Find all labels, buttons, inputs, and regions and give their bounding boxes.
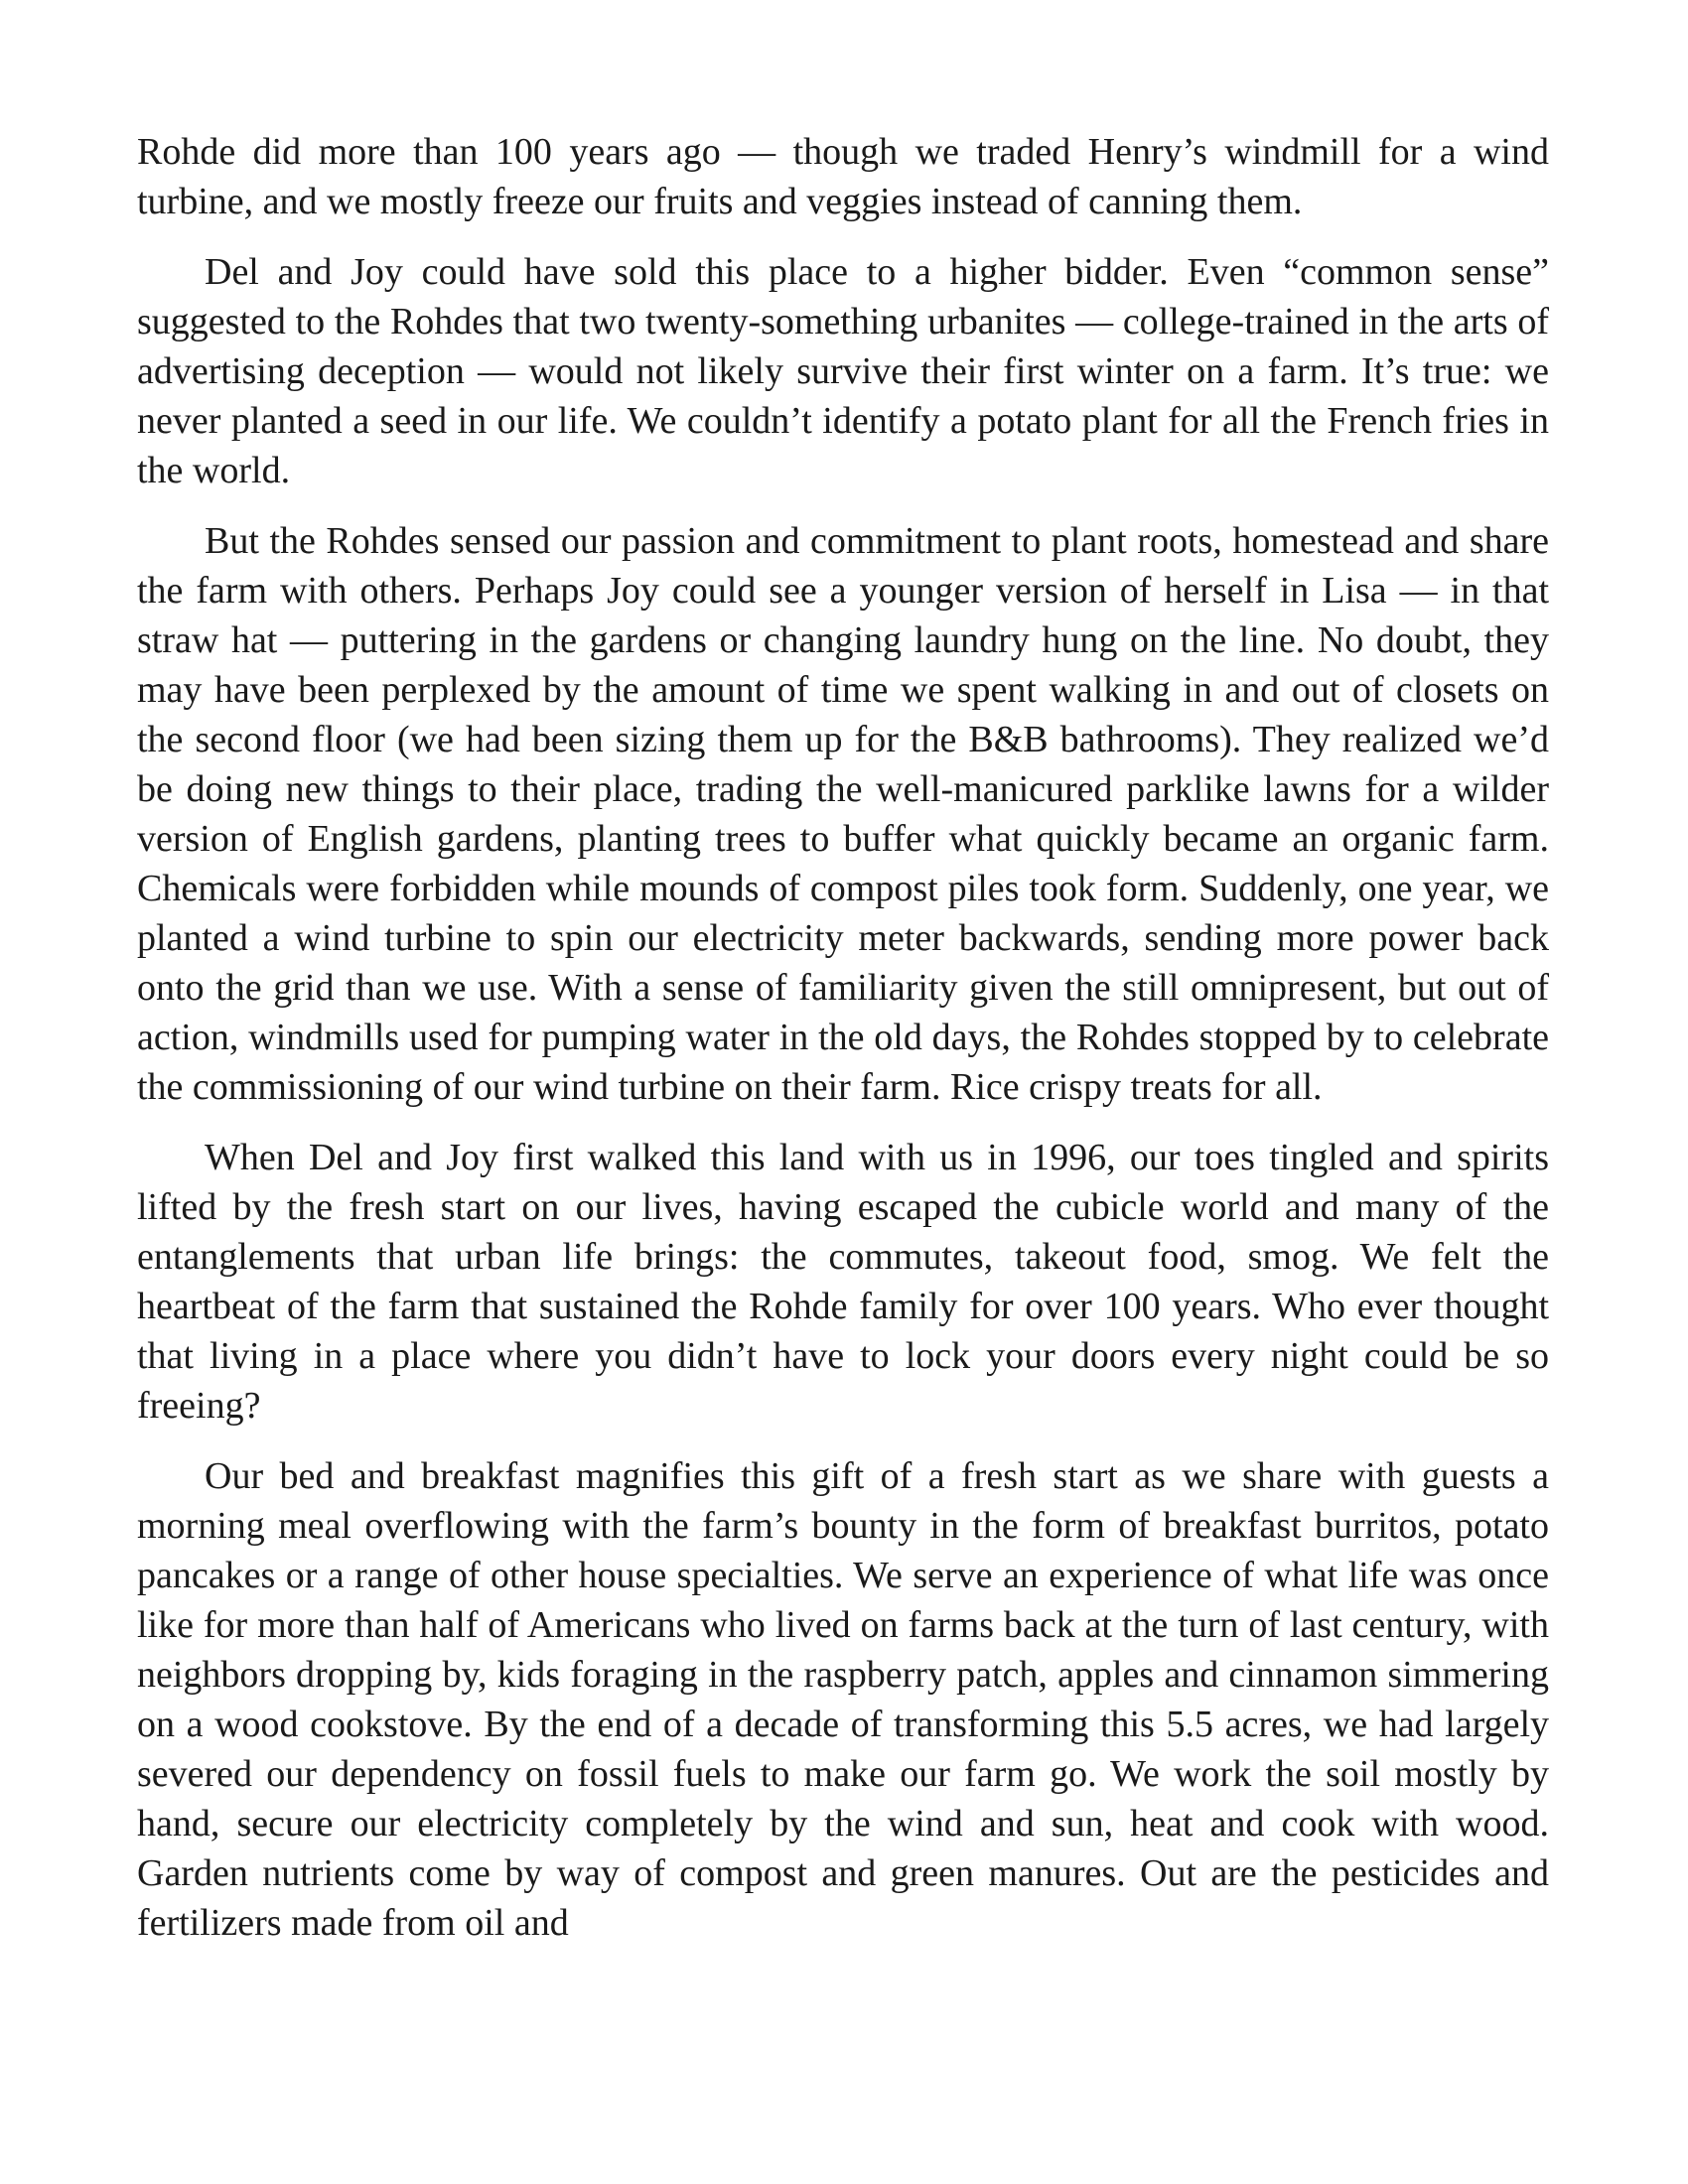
paragraph-3: But the Rohdes sensed our passion and commitment to plant roots, homestead and share the farm with others. Perhaps Joy could see a younger version of herself in Lisa — in that straw hat — puttering in the gardens or changing laundry hung on the line. No doubt, they may have been perplexed by the amount of time we spent walking in and out of closets on the second floor (we had been sizing them up for the B&B bathrooms). They realized we’d be doing new things to their place, trading the well-manicured parklike lawns for a wilder version of English gardens, planting trees to buffer what quickly became an organic farm. Chemicals were forbidden while mounds of compost piles took form. Suddenly, one year, we planted a wind turbine to spin our electricity meter backwards, sending more power back onto the grid than we use. With a sense of familiarity given the still omnipresent, but out of action, windmills used for pumping water in the old days, the Rohdes stopped by to celebrate the commissioning of our wind turbine on their farm. Rice crispy treats for all.: [137, 520, 1549, 1108]
paragraph-4: When Del and Joy first walked this land with us in 1996, our toes tingled and spirits lifted by the fresh start on our lives, having escaped the cubicle world and many of the entanglements that urban life brings: the commutes, takeout food, smog. We felt the heartbeat of the farm that sustained the Rohde family for over 100 years. Who ever thought that living in a place where you didn’t have to lock your doors every night could be so freeing?: [137, 1137, 1549, 1427]
paragraph-2: Del and Joy could have sold this place to a higher bidder. Even “common sense” suggested to the Rohdes that two twenty-something urbanites — college-trained in the arts of advertising deception — would not likely survive their first winter on a farm. It’s true: we never planted a seed in our life. We couldn’t identify a potato plant for all the French fries in the world.: [137, 251, 1549, 491]
paragraph-1: Rohde did more than 100 years ago — though we traded Henry’s windmill for a wind turbine, and we mostly freeze our fruits and veggies instead of canning them.: [137, 131, 1549, 222]
document-page: [137, 127, 1549, 1969]
paragraph-5: Our bed and breakfast magnifies this gift of a fresh start as we share with guests a morning meal overflowing with the farm’s bounty in the form of breakfast burritos, potato pancakes or a range of other house specialties. We serve an experience of what life was once like for more than half of Americans who lived on farms back at the turn of last century, with neighbors dropping by, kids foraging in the raspberry patch, apples and cinnamon simmering on a wood cookstove. By the end of a decade of transforming this 5.5 acres, we had largely severed our dependency on fossil fuels to make our farm go. We work the soil mostly by hand, secure our electricity completely by the wind and sun, heat and cook with wood. Garden nutrients come by way of compost and green manures. Out are the pesticides and fertilizers made from oil and: [137, 1455, 1549, 1944]
